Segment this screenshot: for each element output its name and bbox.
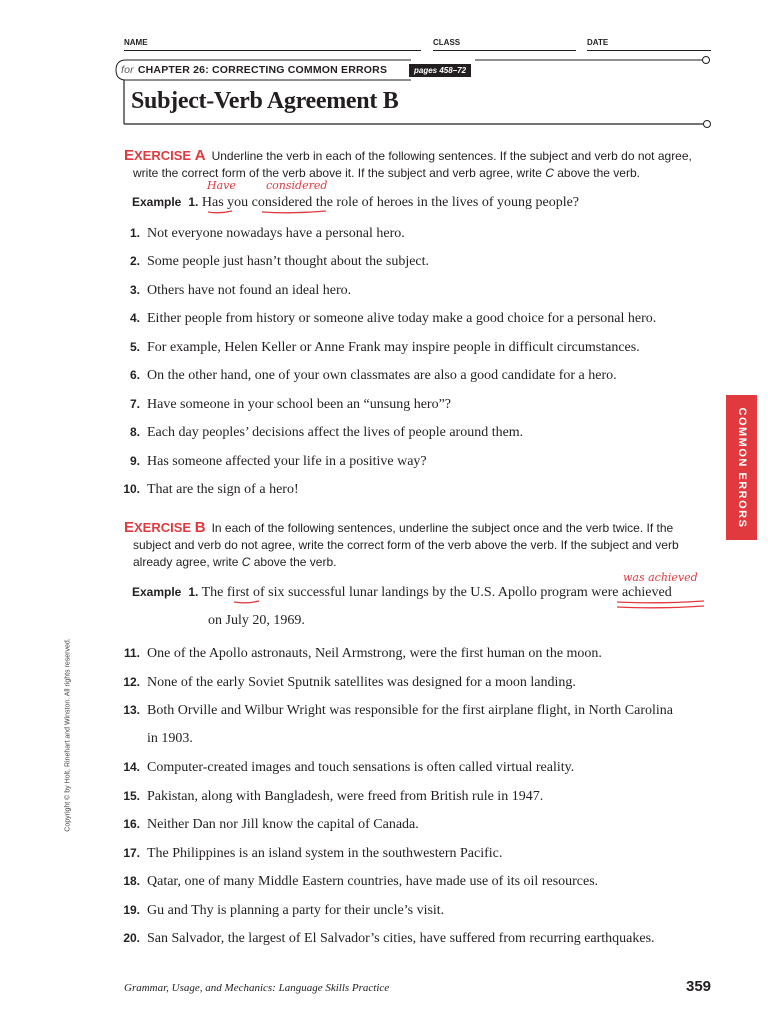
- exercise-item: [118, 787, 543, 806]
- chapter-title: CHAPTER 26: CORRECTING COMMON ERRORS: [137, 64, 388, 76]
- page-number: 359: [686, 978, 712, 995]
- item-sentence: in 1903.: [147, 731, 193, 746]
- item-number: 16.: [123, 817, 140, 831]
- exercise-item: [118, 338, 640, 357]
- exercise-b-example: Example 1. The first of six successful lunar landings by the U.S. Apollo program were achieved: [132, 585, 672, 600]
- item-sentence: Computer-created images and touch sensations is often called virtual reality.: [147, 760, 575, 775]
- exercise-b-label: EXERCISE B: [124, 519, 206, 536]
- item-sentence: Not everyone nowadays have a personal hero.: [147, 226, 405, 241]
- exercise-item: [118, 929, 655, 948]
- item-number: 5.: [129, 340, 140, 354]
- annotation-considered: considered: [266, 179, 328, 192]
- item-sentence: Gu and Thy is planning a party for their uncle’s visit.: [147, 903, 445, 918]
- item-sentence: San Salvador, the largest of El Salvador’s cities, have suffered from recurring earthquakes.: [147, 931, 655, 946]
- item-sentence: On the other hand, one of your own classmates are also a good candidate for a hero.: [147, 368, 617, 383]
- exercise-b-directions: EXERCISE B In each of the following sentences, underline the subject once and the verb twice. If the subject and verb do not agree, write the correct form of the verb above the verb. If the subject and verb already agree, write C above the verb.: [124, 519, 679, 569]
- item-number: 7.: [129, 397, 140, 411]
- example-verb-considered: considered: [251, 195, 313, 210]
- annotation-have: Have: [207, 179, 236, 192]
- item-number: 9.: [129, 454, 140, 468]
- exercise-a-label: EXERCISE A: [124, 147, 206, 164]
- item-number: 8.: [129, 425, 140, 439]
- item-number: 1.: [129, 226, 140, 240]
- exercise-item: [118, 224, 405, 243]
- item-sentence: Either people from history or someone alive today make a good choice for a personal hero.: [147, 311, 657, 326]
- exercise-item: [118, 395, 451, 414]
- copyright-notice: Copyright © by Holt, Rinehart and Winston. All rights reserved.: [64, 638, 72, 832]
- exercise-item: [118, 281, 351, 300]
- item-number: 13.: [123, 703, 140, 717]
- item-number: 15.: [123, 789, 140, 803]
- item-number: 10.: [123, 482, 140, 496]
- item-sentence: Neither Dan nor Jill know the capital of Canada.: [147, 817, 419, 832]
- footer-book-title: Grammar, Usage, and Mechanics: Language Skills Practice: [124, 982, 390, 994]
- item-sentence: Pakistan, along with Bangladesh, were freed from British rule in 1947.: [147, 789, 544, 804]
- exercise-item: [118, 901, 444, 920]
- chapter-heading: [121, 64, 387, 76]
- item-number: 3.: [129, 283, 140, 297]
- page-title: Subject-Verb Agreement B: [131, 88, 399, 114]
- exercise-item: [118, 872, 598, 891]
- exercise-item: [118, 252, 429, 271]
- for-label: for: [121, 64, 134, 76]
- item-number: 18.: [123, 874, 140, 888]
- class-label: CLASS: [433, 38, 461, 47]
- exercise-item: [118, 480, 299, 499]
- common-errors-tab: COMMON ERRORS: [726, 395, 757, 540]
- name-label: NAME: [124, 38, 148, 47]
- exercise-item: [118, 730, 193, 748]
- item-sentence: One of the Apollo astronauts, Neil Armstrong, were the first human on the moon.: [147, 646, 602, 661]
- item-sentence: None of the early Soviet Sputnik satellites was designed for a moon landing.: [147, 675, 576, 690]
- exercise-a-example: Example 1. Has you considered the role of heroes in the lives of young people?: [132, 195, 580, 210]
- exercise-item: [118, 758, 574, 777]
- exercise-a-directions: EXERCISE A Underline the verb in each of the following sentences. If the subject and verb do not agree, write the correct form of the verb above it. If the subject and verb agree, write C above the verb.: [124, 147, 692, 180]
- item-sentence: The Philippines is an island system in the southwestern Pacific.: [147, 846, 503, 861]
- example-verb-has: Has: [201, 195, 224, 210]
- item-number: 2.: [129, 254, 140, 268]
- item-sentence: Qatar, one of many Middle Eastern countries, have made use of its oil resources.: [147, 874, 599, 889]
- example-b-underlines: [0, 590, 768, 620]
- example-subject-first: first: [226, 585, 250, 600]
- annotation-was-achieved: was achieved: [623, 571, 698, 584]
- pages-badge: pages 458–72: [409, 64, 471, 77]
- item-number: 12.: [123, 675, 140, 689]
- item-sentence: Some people just hasn’t thought about the subject.: [147, 254, 430, 269]
- exercise-b-example-line2: on July 20, 1969.: [208, 613, 305, 628]
- exercise-item: [118, 815, 419, 834]
- exercise-item: [118, 644, 602, 663]
- item-number: 6.: [129, 368, 140, 382]
- item-number: 4.: [129, 311, 140, 325]
- item-sentence: That are the sign of a hero!: [147, 482, 299, 497]
- date-label: DATE: [587, 38, 609, 47]
- item-number: 20.: [123, 931, 140, 945]
- item-sentence: For example, Helen Keller or Anne Frank may inspire people in difficult circumstances.: [147, 340, 640, 355]
- item-sentence: Both Orville and Wilbur Wright was responsible for the first airplane flight, in North Carolina: [147, 703, 673, 718]
- exercise-item: [118, 309, 656, 328]
- item-number: 19.: [123, 903, 140, 917]
- item-number: 14.: [123, 760, 140, 774]
- exercise-item: [118, 452, 427, 471]
- exercise-item: [118, 423, 523, 442]
- example-verb-were-achieved: were achieved: [591, 585, 672, 600]
- exercise-item: [118, 844, 502, 863]
- exercise-item: [118, 366, 617, 385]
- item-sentence: Have someone in your school been an “unsung hero”?: [147, 397, 452, 412]
- item-number: 17.: [123, 846, 140, 860]
- item-sentence: Has someone affected your life in a positive way?: [147, 454, 427, 469]
- item-number: 11.: [123, 646, 140, 660]
- example-a-underlines: [0, 200, 768, 220]
- exercise-item: [118, 701, 673, 720]
- item-sentence: Each day peoples’ decisions affect the lives of people around them.: [147, 425, 524, 440]
- item-sentence: Others have not found an ideal hero.: [147, 283, 352, 298]
- exercise-item: [118, 673, 576, 692]
